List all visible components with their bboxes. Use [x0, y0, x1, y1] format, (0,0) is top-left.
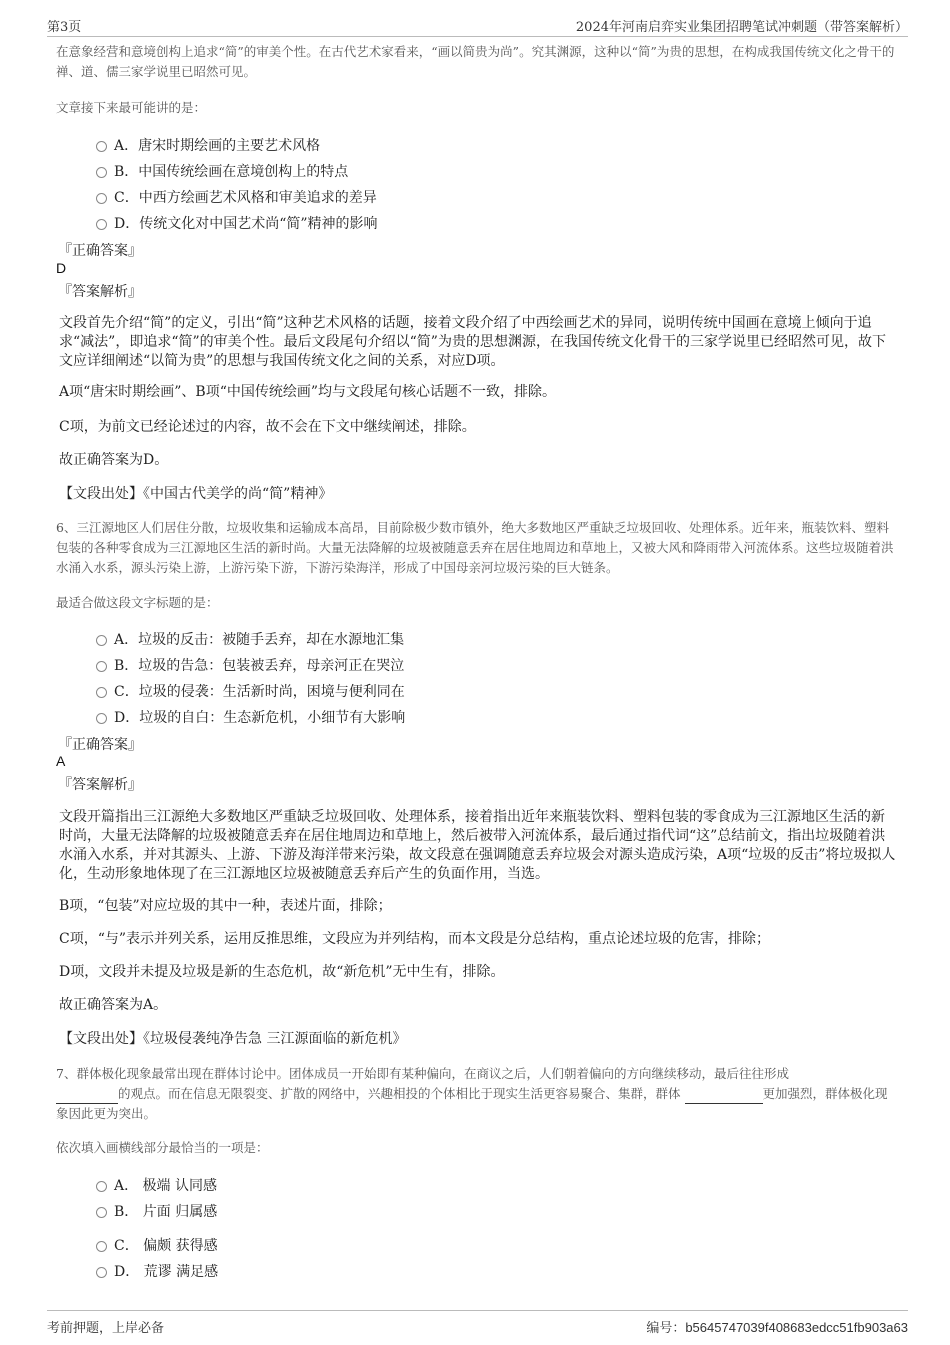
- q5-answer-label: 『正确答案』: [58, 243, 142, 259]
- q5-analysis-label: 『答案解析』: [58, 284, 142, 300]
- document-code: 编号：b5645747039f408683edcc51fb903a63: [646, 1320, 908, 1336]
- q6-conclusion: 故正确答案为A。: [59, 997, 168, 1013]
- q6-analysis-label: 『答案解析』: [58, 777, 142, 793]
- q6-source: 【文段出处】《垃圾侵袭纯净告急 三江源面临的新危机》: [59, 1031, 407, 1047]
- page-header: [47, 10, 908, 37]
- fill-blank-1: [56, 1089, 118, 1104]
- radio-button[interactable]: [96, 1207, 107, 1218]
- radio-button[interactable]: [96, 1241, 107, 1252]
- radio-button[interactable]: [96, 193, 107, 204]
- radio-button[interactable]: [96, 661, 107, 672]
- q6-analysis-d: D项，文段并未提及垃圾是新的生态危机，故“新危机”无中生有，排除。: [59, 964, 505, 980]
- document-title: 2024年河南启弈实业集团招聘笔试冲刺题（带答案解析）: [575, 20, 908, 35]
- q5-prompt: 文章接下来最可能讲的是：: [56, 100, 207, 115]
- page-footer: [47, 1310, 908, 1341]
- q7-prompt: 依次填入画横线部分最恰当的一项是：: [56, 1140, 269, 1155]
- q5-analysis-ab: A项“唐宋时期绘画”、B项“中国传统绘画”均与文段尾句核心话题不一致，排除。: [59, 384, 557, 400]
- q5-source: 【文段出处】《中国古代美学的尚“简”精神》: [59, 486, 333, 502]
- q6-analysis-c: C项，“与”表示并列关系，运用反推思维，文段应为并列结构，而本文段是分总结构，重点论述垃圾的危害，排除；: [59, 931, 771, 947]
- q7-passage: 7、群体极化现象最常出现在群体讨论中。团体成员一开始即有某种偏向，在商议之后，人们朝着偏向的方向继续移动，最后往往形成 的观点。而在信息无限裂变、扩散的网络中，兴趣相投的个体相比于现实生活更容易聚合、集群，群体 更加强烈，群体极化现象因此更为突出。: [56, 1066, 888, 1121]
- footer-slogan: 考前押题，上岸必备: [47, 1321, 165, 1336]
- q5-passage: 在意象经营和意境创构上追求“简”的审美个性。在古代艺术家看来，“画以简贵为尚”。究其渊源，这种以“简”为贵的思想，在构成我国传统文化之骨干的禅、道、儒三家学说里已昭然可见。: [56, 44, 895, 79]
- fill-blank-2: [685, 1089, 763, 1104]
- radio-button[interactable]: [96, 141, 107, 152]
- radio-button[interactable]: [96, 635, 107, 646]
- q6-prompt: 最适合做这段文字标题的是：: [56, 595, 219, 610]
- q6-passage: 6、三江源地区人们居住分散，垃圾收集和运输成本高昂，目前除极少数市镇外，绝大多数地区严重缺乏垃圾回收、处理体系。近年来，瓶装饮料、塑料包装的各种零食成为三江源地区生活的新时尚。大量无法降解的垃圾被随意丢弃在居住地周边和草地上，又被大风和降雨带入河流体系。这些垃圾随着洪水涌入水系，源头污染上游，上游污染下游，下游污染海洋，形成了中国母亲河垃圾污染的巨大链条。: [56, 520, 894, 575]
- radio-button[interactable]: [96, 713, 107, 724]
- radio-button[interactable]: [96, 167, 107, 178]
- q6-answer-label: 『正确答案』: [58, 737, 142, 753]
- q6-answer: A: [56, 753, 66, 769]
- q5-conclusion: 故正确答案为D。: [59, 452, 169, 468]
- q6-analysis-b: B项，“包装”对应垃圾的其中一种，表述片面，排除；: [59, 898, 392, 914]
- q5-analysis-main: 文段首先介绍“简”的定义，引出“简”这种艺术风格的话题，接着文段介绍了中西绘画艺术的异同，说明传统中国画在意境上倾向于追求“减法”，即追求“简”的审美个性。最后文段尾句介绍以“简”为贵的思想渊源，在我国传统文化骨干的三家学说里已经昭然可见，故下文应详细阐述“以简为贵”的思想与我国传统文化之间的关系，对应D项。: [59, 315, 886, 369]
- page-number: 第3页: [47, 20, 82, 35]
- radio-button[interactable]: [96, 219, 107, 230]
- q6-analysis-main: 文段开篇指出三江源绝大多数地区严重缺乏垃圾回收、处理体系，接着指出近年来瓶装饮料、塑料包装的零食成为三江源地区生活的新时尚，大量无法降解的垃圾被随意丢弃在居住地周边和草地上，然后被带入河流体系，最后通过指代词“这”总结前文，指出垃圾随着洪水涌入水系，并对其源头、上游、下游及海洋带来污染，故文段意在强调随意丢弃垃圾会对源头造成污染，A项“垃圾的反击”将垃圾拟人化，生动形象地体现了在三江源地区垃圾被随意丢弃后产生的负面作用，当选。: [59, 809, 896, 882]
- q5-analysis-c: C项，为前文已经论述过的内容，故不会在下文中继续阐述，排除。: [59, 419, 476, 435]
- q5-answer: D: [56, 260, 67, 276]
- radio-button[interactable]: [96, 1267, 107, 1278]
- radio-button[interactable]: [96, 1181, 107, 1192]
- radio-button[interactable]: [96, 687, 107, 698]
